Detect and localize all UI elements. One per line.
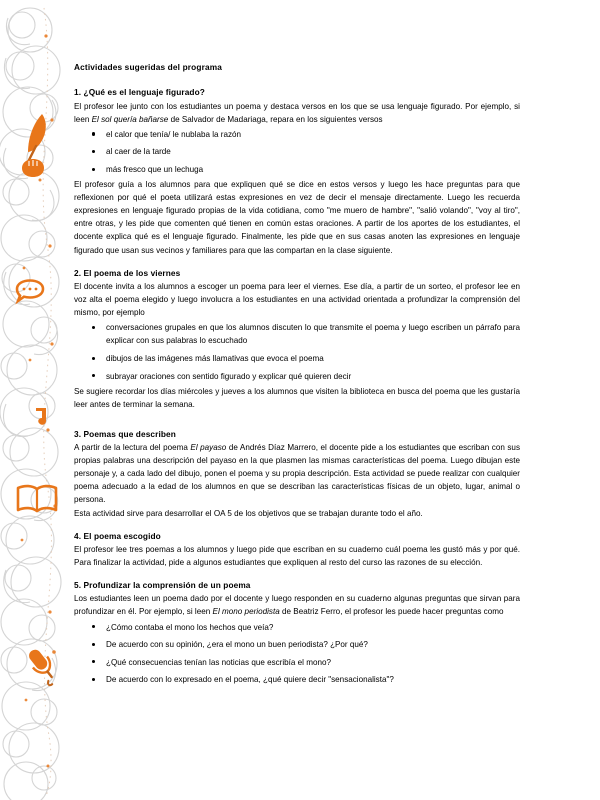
section-1-intro-pre: El profesor lee junto con los estudiantes un poema y destaca versos en los que se usa lenguaje figurado. Por ejemplo, si leen [74, 101, 520, 124]
section-3-intro-post: de Andrés Díaz Marrero, el docente pide a los estudiantes que escriban con sus propias palabras una descripción del payaso en la que plasmen las mismas características del poema. Luego dibujan este personaje y, a cada lado del dibujo, ponen el poema y su propia descripción. Esta actividad se puede realizar con cualquier poema adecuado a la edad de los alumnos en que se describan las características físicas de un objeto, lugar, animal o persona. [74, 443, 520, 505]
open-book-icon [18, 486, 56, 511]
section-5-heading: 5. Profundizar la comprensión de un poema [74, 580, 251, 591]
list-item-text: más fresco que un lechuga [106, 165, 204, 175]
accent-dots [21, 34, 57, 767]
bullet-dot-icon [92, 643, 95, 646]
section-5 [74, 580, 520, 686]
list-item [74, 638, 520, 651]
section-spacer [74, 411, 520, 429]
bullet-dot-icon [92, 150, 95, 153]
section-5-intro-pre: Los estudiantes leen un poema dado por el docente y luego responden en su cuaderno algunas preguntas que sirvan para profundizar en él. Por ejemplo, si leen [74, 594, 520, 617]
list-item [74, 673, 520, 686]
section-3 [74, 429, 520, 520]
decorative-margin-artwork [0, 0, 78, 800]
section-4 [74, 531, 520, 569]
list-item [74, 128, 520, 141]
section-3-outro: Esta actividad sirve para desarrollar el OA 5 de los objetivos que se trabajan durante todo el año. [74, 508, 423, 518]
list-item [74, 656, 520, 669]
speech-bubble-icon [17, 281, 43, 302]
poem-title-el-sol-queria-banarse: El sol quería bañarse [91, 114, 169, 124]
section-1 [74, 87, 520, 256]
section-2-intro: El docente invita a los alumnos a escoger un poema para leer el viernes. Ese día, a partir de un sorteo, el profesor lee en voz alta el poema elegido y luego involucra a los estudiantes en una actividad orientada a profundizar la comprensión del mismo, por ejemplo [74, 281, 520, 318]
section-spacer [74, 520, 520, 531]
dotted-trail [43, 8, 51, 796]
quill-pen-icon [28, 114, 46, 160]
list-item-text: subrayar oraciones con sentido figurado y explicar qué quieren decir [106, 371, 352, 381]
list-item [74, 352, 520, 365]
list-item [74, 321, 520, 347]
list-item-text: el calor que tenía/ le nublaba la razón [106, 129, 241, 139]
list-item [74, 621, 520, 634]
inkwell-icon [22, 159, 44, 177]
list-item-text: al caer de la tarde [106, 147, 171, 157]
poem-title-el-payaso: El payaso [190, 443, 227, 453]
list-item-text: ¿Cómo contaba el mono los hechos que veía? [106, 622, 274, 632]
section-3-heading: 3. Poemas que describen [74, 428, 176, 439]
section-1-intro-post: de Salvador de Madariaga, repara en los siguientes versos [168, 114, 383, 124]
section-5-intro [74, 592, 520, 618]
section-spacer [74, 569, 520, 580]
list-item [74, 370, 520, 383]
section-2 [74, 268, 520, 411]
section-spacer [74, 257, 520, 268]
bullet-dot-icon [92, 326, 95, 329]
section-3-intro-pre: A partir de la lectura del poema [74, 443, 191, 453]
list-item-text: ¿Qué consecuencias tenían las noticias que escribía el mono? [106, 657, 331, 667]
section-3-intro [74, 441, 520, 506]
section-1-heading: 1. ¿Qué es el lenguaje figurado? [74, 87, 205, 98]
list-item-text: conversaciones grupales en que los alumnos discuten lo que transmite el poema y luego escriben un párrafo para explicar con sus palabras lo escuchado [106, 323, 520, 346]
list-item [74, 163, 520, 176]
bullet-dot-icon [92, 625, 95, 628]
section-1-bullet-list [74, 128, 520, 176]
bullet-dot-icon [92, 374, 95, 377]
list-item-text: De acuerdo con su opinión, ¿era el mono un buen periodista? ¿Por qué? [106, 640, 368, 650]
bullet-dot-icon [92, 132, 95, 135]
section-4-intro: El profesor lee tres poemas a los alumnos y luego pide que escriban en su cuaderno cuál poema les gustó más y por qué. Para finalizar la actividad, pide a algunos estudiantes que expliquen al resto del curso las razones de su elección. [74, 544, 520, 568]
bullet-dot-icon [92, 660, 95, 663]
list-item-text: De acuerdo con lo expresado en el poema, ¿qué quiere decir "sensacionalista"? [106, 675, 394, 685]
list-item-text: dibujos de las imágenes más llamativas que evoca el poema [106, 353, 324, 363]
section-1-intro [74, 100, 520, 126]
note-mark-icon [36, 408, 46, 425]
section-2-outro: Se sugiere recordar los días miércoles y jueves a los alumnos que visiten la biblioteca en busca del poema que les gustaría leer antes de terminar la semana. [74, 386, 520, 409]
section-2-heading: 2. El poema de los viernes [74, 267, 181, 278]
bullet-dot-icon [92, 678, 95, 681]
section-2-bullet-list [74, 321, 520, 382]
section-1-outro: El profesor guía a los alumnos para que expliquen qué se dice en estos versos y luego les hace preguntas para que reflexionen por qué el poeta utilizará estas expresiones en vez de decir el mensaje directamente. Luego les recuerda expresiones en lenguaje figurado propias de la vida cotidiana, como "me muero de hambre", "salió volando", "voy al tiro", entre otras, y les pide que comenten qué tienen en común estas oraciones. A partir de los aportes de los estudiantes, el docente explica qué es el lenguaje figurado. Finalmente, les pide que en sus casas anoten las expresiones en lenguaje figurado que usan sus vecinos y familiares para que las compartan en la clase siguiente. [74, 180, 520, 255]
bullet-dot-icon [92, 168, 95, 171]
section-5-bullet-list [74, 621, 520, 687]
section-4-heading: 4. El poema escogido [74, 530, 161, 541]
poem-title-el-mono-periodista: El mono periodista [212, 607, 280, 617]
section-5-intro-post: de Beatriz Ferro, el profesor les puede hacer preguntas como [279, 607, 504, 617]
document-body [74, 62, 520, 688]
bullet-dot-icon [92, 357, 95, 360]
list-item [74, 145, 520, 158]
swirl-flourish-group [0, 8, 61, 800]
microphone-icon [24, 645, 62, 687]
page-title: Actividades sugeridas del programa [74, 62, 223, 72]
